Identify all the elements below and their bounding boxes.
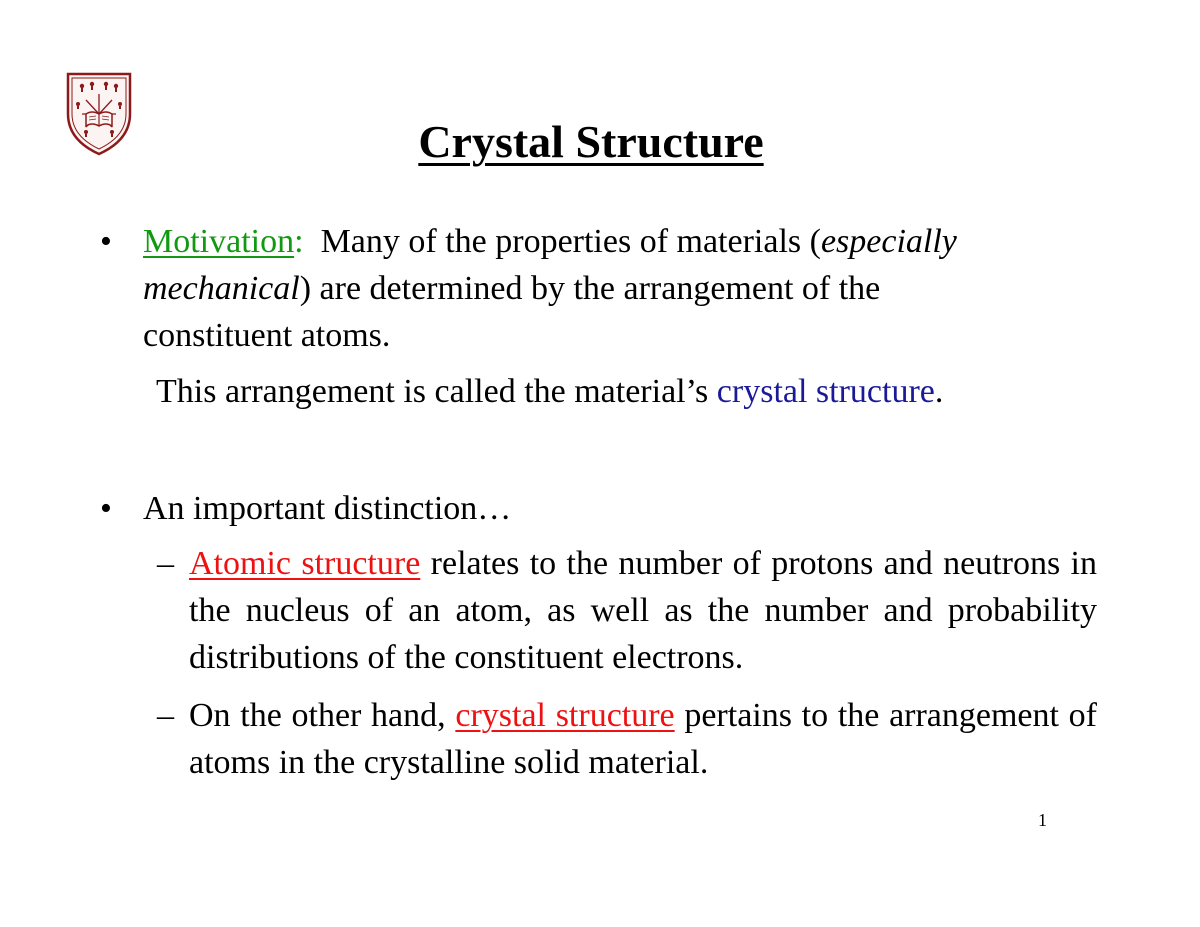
emphasis-mechanical: mechanical [143,270,300,307]
motivation-text: Many of the properties of materials ( [303,223,821,260]
atomic-structure-text: relates to the number of protons and neutrons in the nucleus of an atom, as well as the number and probability distributions of the constituent electrons. [189,545,1098,676]
arrangement-sentence [156,368,1096,415]
atomic-structure-term: Atomic structure [189,545,421,582]
arrangement-text: This arrangement is called the material’s [156,373,717,410]
slide-title-text: Crystal Structure [418,116,764,167]
crystal-structure-term: crystal structure [716,373,935,410]
bullet-marker: • [100,223,112,260]
dash-marker-2: – [157,697,174,734]
page-number: 1 [1038,810,1047,830]
atomic-structure-item [189,540,1097,681]
motivation-text-line3: constituent atoms. [143,317,391,354]
crystal-structure-item [189,692,1097,786]
distinction-intro: An important distinction… [143,490,512,527]
crystal-structure-lead: On the other hand, [189,697,456,734]
motivation-label: Motivation: [143,223,304,260]
bullet-marker-2: • [100,490,112,527]
arrangement-period: . [934,373,944,410]
motivation-text-line2: ) are determined by the arrangement of the [299,270,881,307]
motivation-paragraph [143,218,1103,359]
dash-marker-1: – [157,545,174,582]
crystal-structure-text: pertains to the arrangement of atoms in the crystalline solid material. [189,697,1097,781]
emphasis-especially: especially [820,223,957,260]
crystal-structure-red-term: crystal structure [455,697,675,734]
slide-title [0,112,1182,172]
